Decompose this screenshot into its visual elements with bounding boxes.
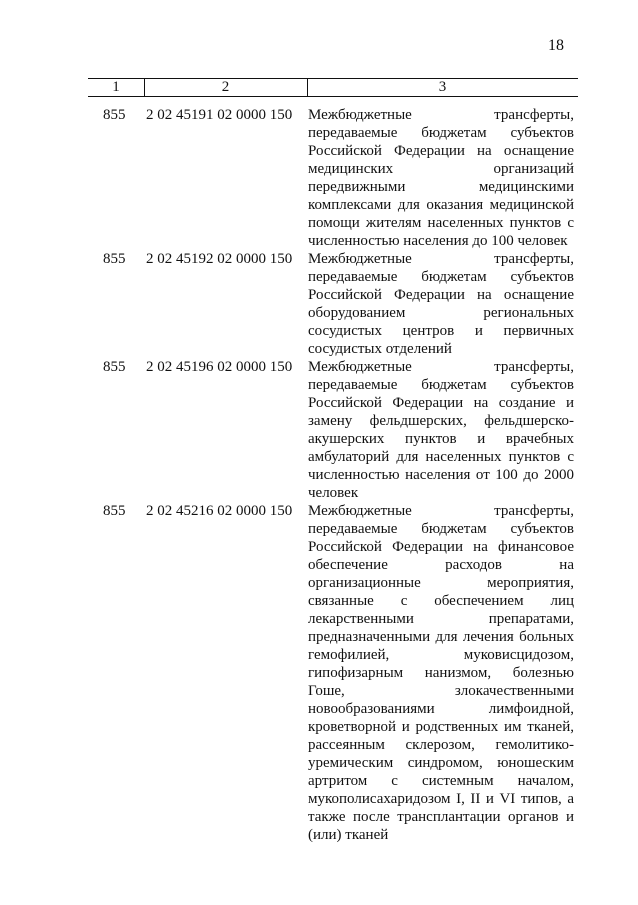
budget-code: 2 02 45192 02 0000 150: [146, 251, 293, 267]
admin-code: 855: [103, 107, 126, 123]
table-row: [88, 250, 578, 358]
column-header-2: 2: [221, 79, 230, 95]
row-description: Межбюджетные трансферты, передаваемые бюджетам субъектов Российской Федерации на оснащение оборудованием региональных сосудистых центров и первичных сосудистых отделений: [308, 251, 574, 357]
table-row: [88, 106, 578, 250]
table-row: [88, 502, 578, 844]
admin-code: 855: [103, 503, 126, 519]
budget-code: 2 02 45196 02 0000 150: [146, 359, 293, 375]
row-description: Межбюджетные трансферты, передаваемые бюджетам субъектов Российской Федерации на оснащение медицинских организаций передвижными медицинскими комплексами для оказания медицинской помощи жителям населенных пунктов с численностью населения до 100 человек: [308, 107, 574, 249]
column-header-3: 3: [438, 79, 447, 95]
budget-code: 2 02 45191 02 0000 150: [146, 107, 293, 123]
admin-code: 855: [103, 251, 126, 267]
table-body: [88, 106, 578, 844]
table-row: [88, 358, 578, 502]
row-description: Межбюджетные трансферты, передаваемые бюджетам субъектов Российской Федерации на финансовое обеспечение расходов на организационные мероприятия, связанные с обеспечением лиц лекарственными препаратами, предназначенными для лечения больных гемофилией, муковисцидозом, гипофизарным нанизмом, болезнью Гоше, злокачественными новообразованиями лимфоидной, кроветворной и родственных им тканей, рассеянным склерозом, гемолитико-уремическим синдромом, юношеским артритом с системным началом, мукополисахаридозом I, II и VI типов, а также после трансплантации органов и (или) тканей: [308, 503, 574, 843]
table-header: [88, 78, 578, 97]
admin-code: 855: [103, 359, 126, 375]
page-number: 18: [548, 37, 564, 54]
budget-code: 2 02 45216 02 0000 150: [146, 503, 293, 519]
row-description: Межбюджетные трансферты, передаваемые бюджетам субъектов Российской Федерации на создание и замену фельдшерских, фельдшерско-акушерских пунктов и врачебных амбулаторий для населенных пунктов с численностью населения от 100 до 2000 человек: [308, 359, 574, 501]
column-header-1: 1: [112, 79, 120, 95]
